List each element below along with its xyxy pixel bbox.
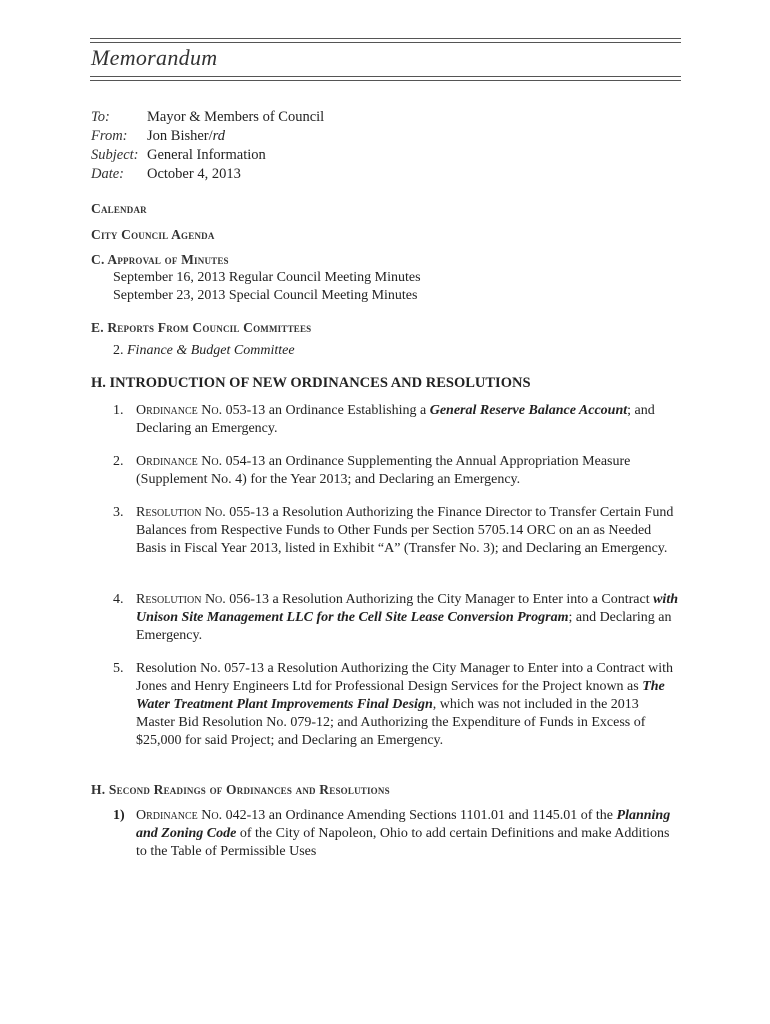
item-number: 3. [113, 505, 124, 520]
to-line [91, 108, 324, 127]
item-text: Ordinance No. 054-13 an Ordinance Supplementing the Annual Appropriation Measure (Supplement No. 4) for the Year 2013; and Declaring an Emergency. [136, 454, 631, 487]
approval-title: Approval of Minutes [107, 252, 229, 267]
from-label: From: [91, 128, 128, 144]
reports-letter: E. [91, 320, 104, 335]
committee-num: 2. [113, 343, 124, 358]
approval-letter: C. [91, 252, 105, 267]
date-value: October 4, 2013 [147, 166, 241, 182]
bottom-rule-1 [90, 76, 681, 77]
to-label: To: [91, 109, 110, 125]
subject-label: Subject: [91, 147, 139, 163]
item-text: Ordinance No. 042-13 an Ordinance Amending Sections 1101.01 and 1145.01 of the Planning and Zoning Code of the City of Napoleon, Ohio to add certain Definitions and make Additions to the Table of Permissible Uses [136, 808, 671, 859]
second-letter: H. [91, 782, 106, 797]
from-initials: rd [212, 128, 226, 144]
item-number: 1. [113, 403, 124, 418]
approval-heading [91, 252, 229, 268]
date-line [91, 165, 241, 184]
to-value: Mayor & Members of Council [147, 109, 325, 125]
reports-title: Reports From Council Committees [107, 320, 312, 335]
second-readings-heading [91, 782, 390, 798]
subject-line [91, 146, 266, 165]
item-text: Resolution No. 056-13 a Resolution Authorizing the City Manager to Enter into a Contract with Unison Site Management LLC for the Cell Site Lease Conversion Program; and Declaring an Emergency. [136, 592, 678, 643]
calendar-heading: Calendar [91, 201, 147, 216]
top-rule-2 [90, 42, 681, 43]
memo-title: Memorandum [91, 45, 218, 70]
committee-name: Finance & Budget Committee [127, 343, 295, 358]
minutes-line-2: September 23, 2013 Special Council Meeting Minutes [113, 288, 418, 303]
from-line [91, 127, 225, 146]
second-title: Second Readings of Ordinances and Resolutions [108, 782, 390, 797]
subject-value: General Information [147, 147, 266, 163]
item-text: Ordinance No. 053-13 an Ordinance Establishing a General Reserve Balance Account; and Declaring an Emergency. [136, 403, 655, 436]
intro-heading: H. INTRODUCTION OF NEW ORDINANCES AND RESOLUTIONS [91, 375, 531, 391]
reports-heading [91, 320, 311, 336]
committee-line [113, 342, 295, 360]
item-text: Resolution No. 057-13 a Resolution Authorizing the City Manager to Enter into a Contract with Jones and Henry Engineers Ltd for Professional Design Services for the Project known as The Water Treatment Plant Improvements Final Design, which was not included in the 2013 Master Bid Resolution No. 079-12; and Authorizing the Expenditure of Funds in Excess of $25,000 for said Project; and Declaring an Emergency. [136, 661, 673, 748]
minutes-line-1: September 16, 2013 Regular Council Meeting Minutes [113, 270, 421, 285]
item-number: 2. [113, 454, 124, 469]
item-number: 1) [113, 808, 125, 823]
from-value: Jon Bisher/ [147, 128, 213, 144]
item-number: 4. [113, 592, 124, 607]
agenda-heading: City Council Agenda [91, 227, 215, 242]
date-label: Date: [91, 166, 125, 182]
item-number: 5. [113, 661, 124, 676]
top-rule-1 [90, 38, 681, 39]
item-text: Resolution No. 055-13 a Resolution Authorizing the Finance Director to Transfer Certain Fund Balances from Respective Funds to Other Funds per Section 5705.14 ORC on an as Needed Basis in Fiscal Year 2013, listed in Exhibit “A” (Transfer No. 3); and Declaring an Emergency. [136, 505, 674, 556]
bottom-rule-2 [90, 80, 681, 81]
